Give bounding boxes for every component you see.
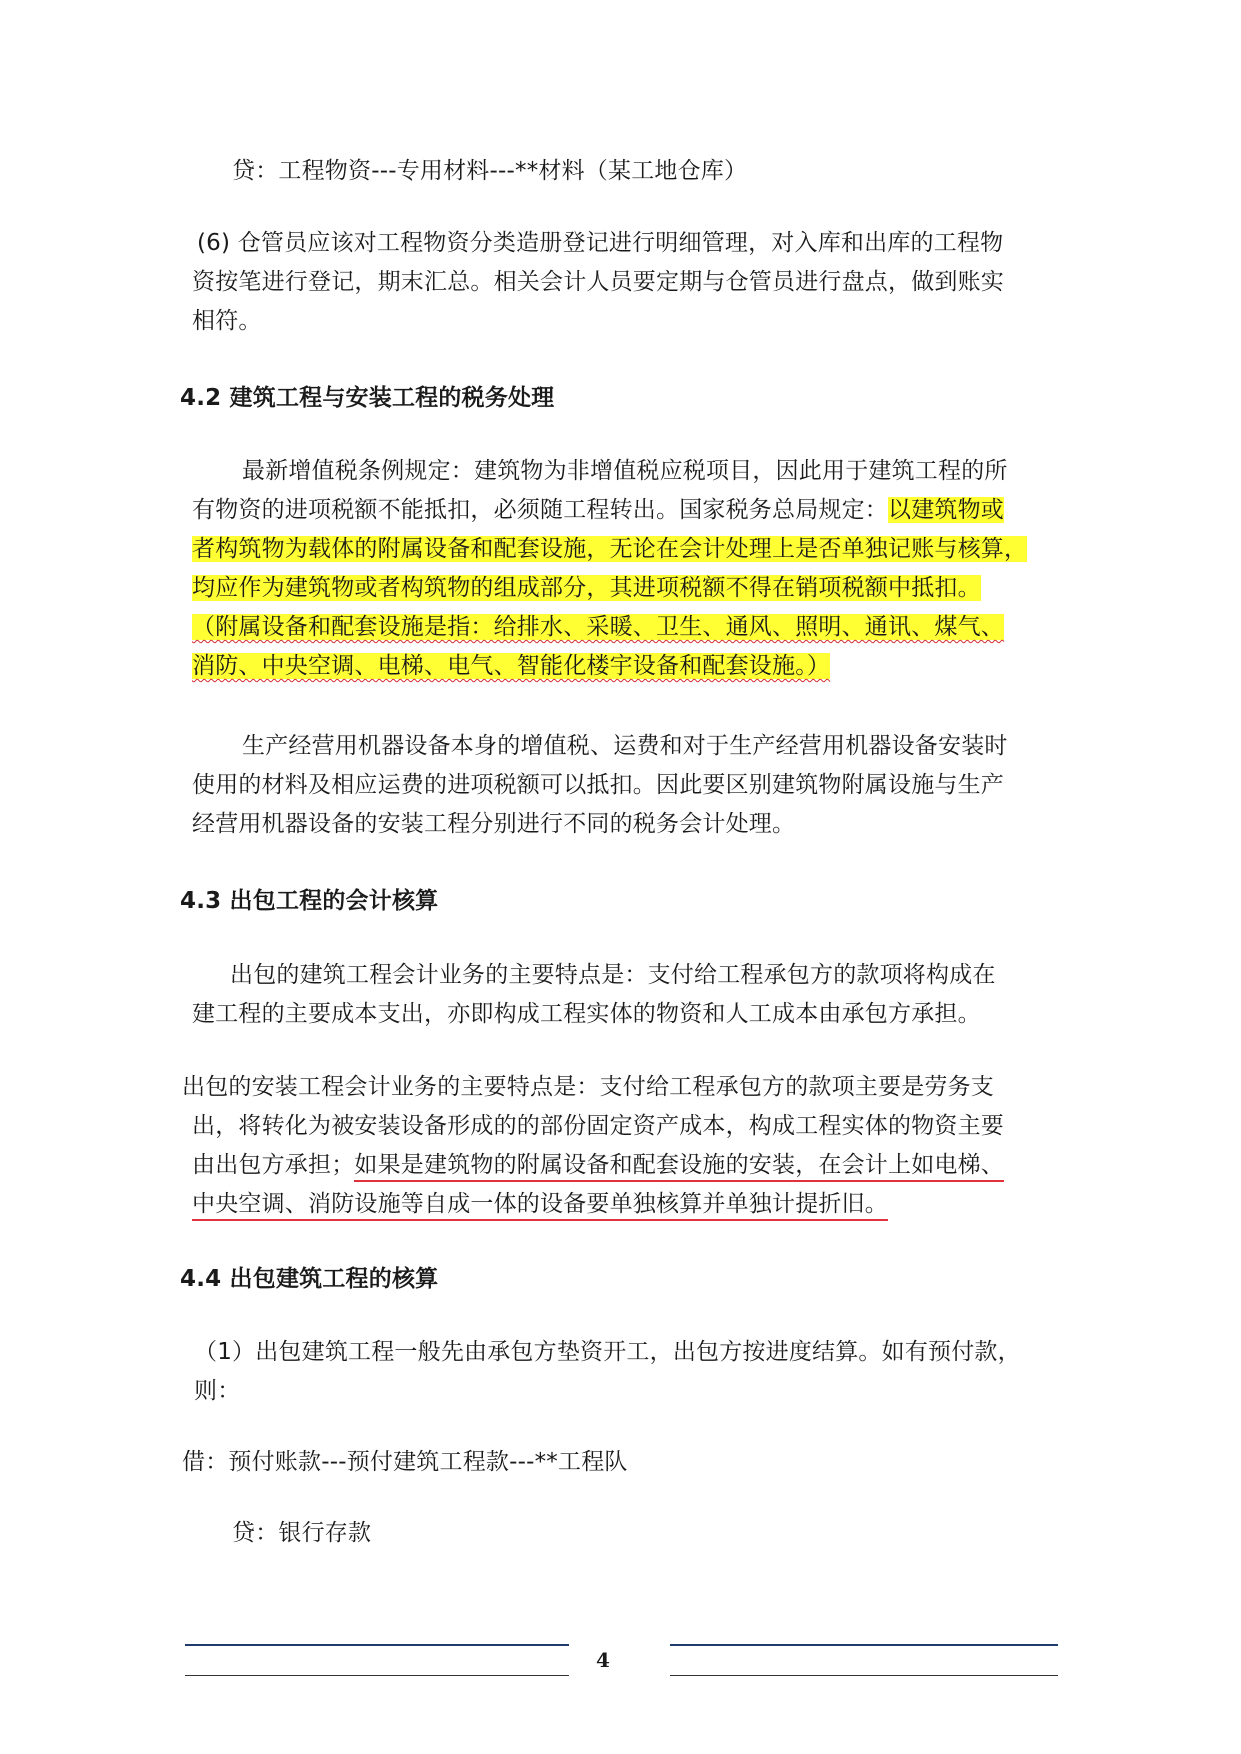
- highlighted-line: [192, 612, 1004, 642]
- text-line: 相符。: [192, 308, 262, 334]
- text-line: (6) 仓管员应该对工程物资分类造册登记进行明细管理，对入库和出库的工程物: [197, 230, 1004, 256]
- page-number: 4: [596, 1648, 610, 1672]
- section-heading-4-3: 4.3 出包工程的会计核算: [180, 888, 439, 914]
- footer-rule: [185, 1675, 569, 1676]
- text-line: [192, 1189, 888, 1219]
- text-line: 出，将转化为被安装设备形成的的部份固定资产成本，构成工程实体的物资主要: [192, 1113, 1004, 1139]
- text-line: 借：预付账款---预付建筑工程款---**工程队: [182, 1449, 628, 1475]
- footer-rule: [185, 1644, 569, 1646]
- text-line: 生产经营用机器设备本身的增值税、运费和对于生产经营用机器设备安装时: [242, 733, 1008, 759]
- text-line: 最新增值税条例规定：建筑物为非增值税应税项目，因此用于建筑工程的所: [242, 458, 1008, 484]
- text-line: 建工程的主要成本支出，亦即构成工程实体的物资和人工成本由承包方承担。: [192, 1001, 981, 1027]
- highlighted-line: [192, 651, 830, 681]
- text-line: 出包的安装工程会计业务的主要特点是：支付给工程承包方的款项主要是劳务支: [182, 1074, 994, 1100]
- text-line: 贷：工程物资---专用材料---**材料（某工地仓库）: [232, 158, 748, 184]
- underlined-text: 如果是建筑物的附属设备和配套设施的安装，在会计上如电梯、: [354, 1152, 1004, 1182]
- text-line: 贷：银行存款: [232, 1520, 372, 1546]
- section-heading-4-2: 4.2 建筑工程与安装工程的税务处理: [180, 385, 555, 411]
- text-line: 资按笔进行登记，期末汇总。相关会计人员要定期与仓管员进行盘点，做到账实: [192, 269, 1004, 295]
- footer-rule: [670, 1675, 1058, 1676]
- highlighted-text: 者构筑物为载体的附属设备和配套设施，无论在会计处理上是否单独记账与核算，: [192, 536, 1028, 562]
- section-heading-4-4: 4.4 出包建筑工程的核算: [180, 1266, 439, 1292]
- underlined-text: 中央空调、消防设施等自成一体的设备要单独核算并单独计提折旧。: [192, 1191, 888, 1221]
- text-line: 出包的建筑工程会计业务的主要特点是：支付给工程承包方的款项将构成在: [230, 962, 996, 988]
- text-segment: 有物资的进项税额不能抵扣，必须随工程转出。国家税务总局规定：: [192, 497, 888, 523]
- highlighted-wavy-text: （附属设备和配套设施是指：给排水、采暖、卫生、通风、照明、通讯、煤气、: [192, 614, 1004, 640]
- highlighted-line: [192, 534, 1027, 564]
- text-line: 则：: [194, 1378, 241, 1404]
- text-line: [192, 1150, 1004, 1180]
- highlighted-text: 均应作为建筑物或者构筑物的组成部分，其进项税额不得在销项税额中抵扣。: [192, 575, 981, 601]
- highlighted-line: [192, 573, 981, 603]
- text-line: 使用的材料及相应运费的进项税额可以抵扣。因此要区别建筑物附属设施与生产: [192, 772, 1004, 798]
- text-line: [192, 495, 1004, 525]
- text-line: （1）出包建筑工程一般先由承包方垫资开工，出包方按进度结算。如有预付款，: [194, 1339, 1021, 1365]
- highlighted-wavy-text: 消防、中央空调、电梯、电气、智能化楼宇设备和配套设施。）: [192, 653, 831, 679]
- text-segment: 由出包方承担；: [192, 1152, 355, 1178]
- text-line: 经营用机器设备的安装工程分别进行不同的税务会计处理。: [192, 811, 796, 837]
- highlighted-text: 以建筑物或: [888, 497, 1004, 523]
- footer-rule: [670, 1644, 1058, 1646]
